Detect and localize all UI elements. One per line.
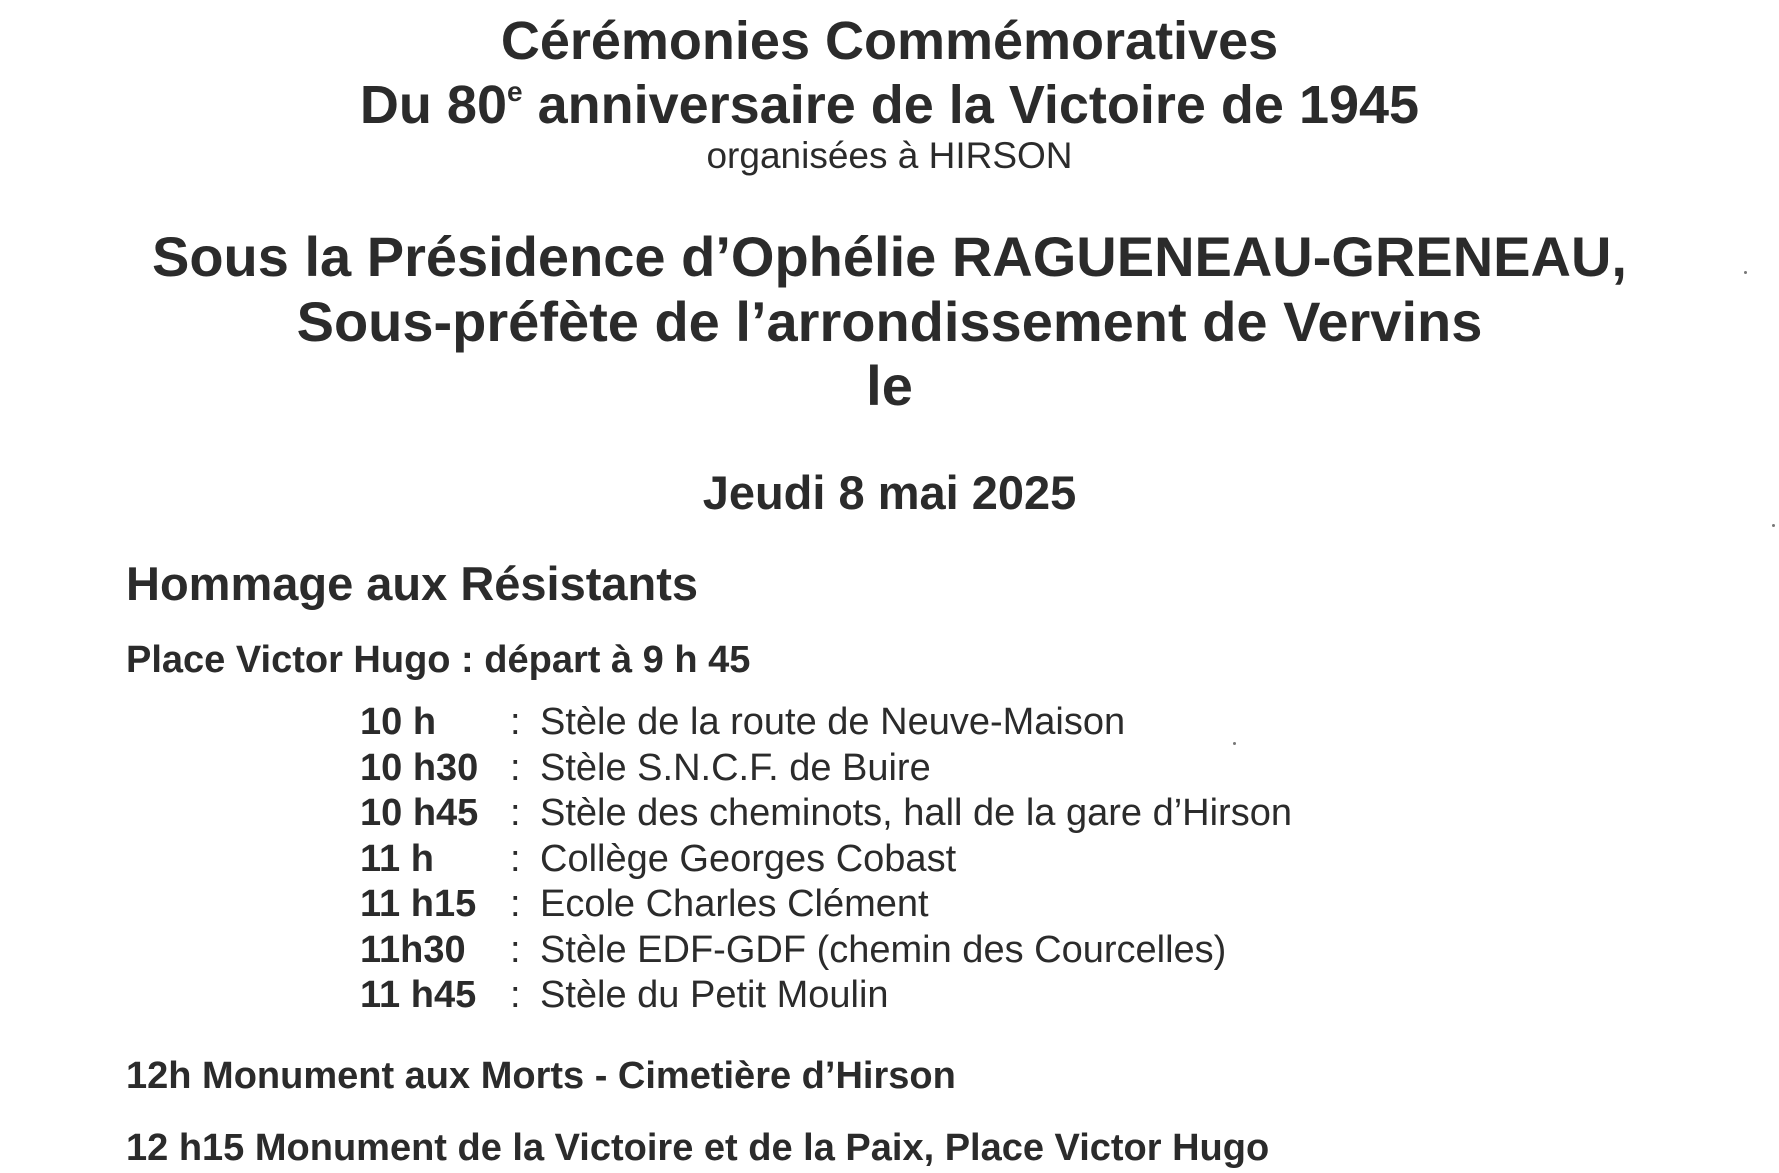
- schedule-separator: :: [510, 792, 521, 834]
- schedule-separator: :: [510, 974, 521, 1016]
- schedule-row: [360, 700, 1292, 746]
- schedule-separator: :: [510, 837, 521, 880]
- ordinal-superscript: e: [506, 76, 523, 107]
- departure-line: Place Victor Hugo : départ à 9 h 45: [126, 639, 751, 681]
- schedule-time: 10 h45: [360, 792, 479, 834]
- schedule-place: Stèle de la route de Neuve-Maison: [540, 701, 1126, 743]
- schedule-time: 10 h: [360, 701, 437, 743]
- schedule-place: Ecole Charles Clément: [540, 883, 929, 925]
- presidency-line-3: le: [866, 354, 913, 417]
- presidency-line-1: Sous la Présidence d’Ophélie RAGUENEAU-GRENEAU,: [152, 225, 1627, 288]
- schedule-place: Collège Georges Cobast: [540, 837, 957, 880]
- schedule-place: Stèle du Petit Moulin: [540, 974, 889, 1016]
- presidency-line-2: Sous-préfète de l’arrondissement de Vervins: [296, 290, 1483, 353]
- scan-speck: [1233, 742, 1236, 745]
- schedule-list: [360, 700, 1292, 1019]
- section-title: Hommage aux Résistants: [126, 557, 699, 610]
- monument-morts-line: 12h Monument aux Morts - Cimetière d’Hirson: [126, 1055, 956, 1097]
- schedule-row: [360, 746, 1292, 792]
- schedule-time: 11 h: [360, 837, 434, 880]
- anniversary-suffix: anniversaire de la Victoire de 1945: [522, 75, 1420, 135]
- schedule-row: [360, 882, 1292, 928]
- schedule-place: Stèle des cheminots, hall de la gare d’Hirson: [540, 792, 1292, 834]
- schedule-place: Stèle EDF-GDF (chemin des Courcelles): [540, 928, 1227, 971]
- scan-speck: [1772, 524, 1775, 527]
- title-line-1: Cérémonies Commémoratives: [500, 11, 1279, 71]
- document-title: [0, 11, 1779, 71]
- schedule-row: [360, 791, 1292, 837]
- organised-line: organisées à HIRSON: [706, 135, 1073, 176]
- anniversary-line: [0, 75, 1779, 135]
- anniversary-prefix: Du 80: [359, 75, 507, 135]
- schedule-row: [360, 928, 1292, 974]
- schedule-time: 10 h30: [360, 746, 479, 789]
- scan-speck: [1744, 271, 1747, 274]
- schedule-row: [360, 973, 1292, 1019]
- schedule-separator: :: [510, 701, 521, 743]
- schedule-separator: :: [510, 928, 521, 971]
- schedule-time: 11 h45: [360, 974, 477, 1016]
- schedule-separator: :: [510, 746, 521, 789]
- schedule-time: 11h30: [360, 928, 466, 971]
- schedule-separator: :: [510, 883, 521, 925]
- ceremony-date: Jeudi 8 mai 2025: [702, 466, 1077, 519]
- schedule-time: 11 h15: [360, 883, 477, 925]
- schedule-place: Stèle S.N.C.F. de Buire: [540, 746, 931, 789]
- monument-victoire-line: 12 h15 Monument de la Victoire et de la Paix, Place Victor Hugo: [126, 1127, 1270, 1169]
- schedule-row: [360, 837, 1292, 883]
